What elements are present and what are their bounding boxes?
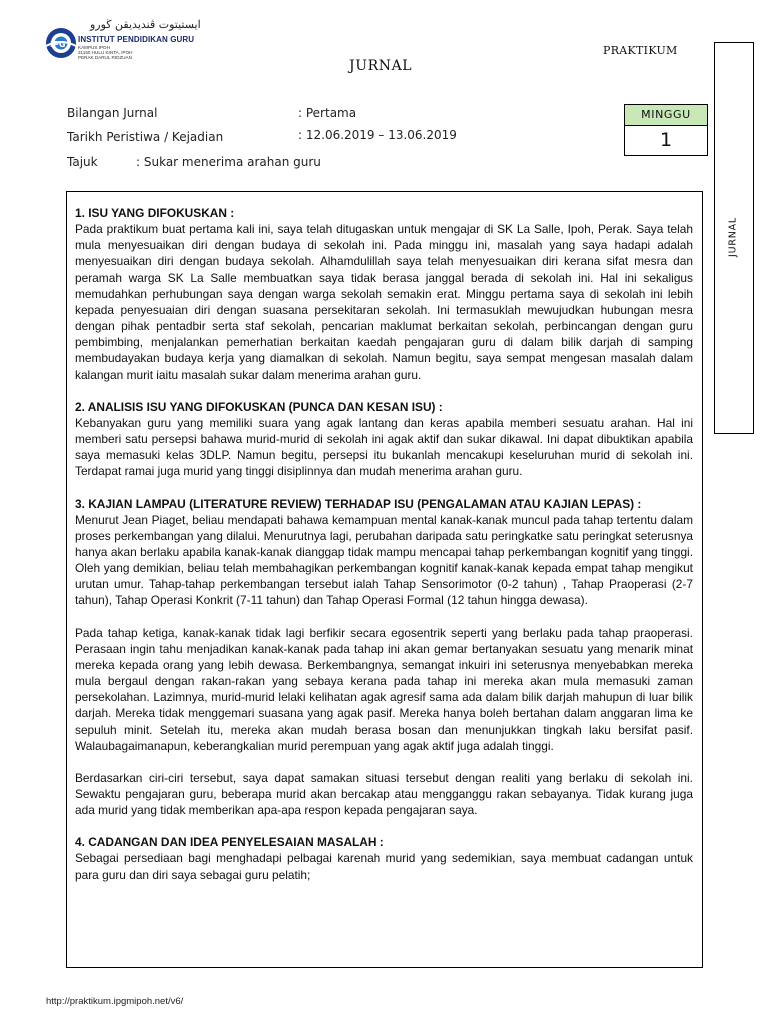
section-paragraph: Pada tahap ketiga, kanak-kanak tidak lagi berfikir secara egosentrik seperti yang berlaku pada tahap praoperasi. Perasaan ingin tahu menjadikan kanak-kanak pada tahap ini akan gemar bertanyakan sesuatu yang menarik minat mereka kepada orang yang lebih dewasa. Berkembangnya, semangat inkuiri ini seterusnya menyebabkan mereka mula bergaul dengan rakan-rakan yang sebaya kerana pada tahap ini mereka akan mula memasuki zaman persekolahan. Lazimnya, murid-murid lelaki kelihatan agak agresif sama ada dalam bilik darjah mahupun di luar bilik darjah. Mereka tidak menggemari suasana yang agak pasif. Mereka hanya boleh bertahan dalam anggaran lima ke sepuluh minit. Setelah itu, mereka akan mudah berasa bosan dan menunjukkan tingkah laku bersifat pasif. Walaubagaimanapun, keberangkalian murid perempuan yang agak aktif juga adalah tinggi. <box>75 625 693 753</box>
address-line: 31150 HULU KINTA, IPOH <box>78 50 133 55</box>
journal-content <box>75 205 693 883</box>
institute-name: INSTITUT PENDIDIKAN GURU <box>78 35 195 44</box>
ipg-emblem-icon <box>44 26 78 60</box>
section-paragraph: Menurut Jean Piaget, beliau mendapati bahawa kemampuan mental kanak-kanak muncul pada tahap tertentu dalam proses perkembangan yang dilalui. Menurutnya lagi, perubahan daripada satu peringkatke satu peringkat seterusnya hanya akan berlaku apabila kanak-kanak dianggap tidak mampu mencapai tahap perkembangan kognitif yang tinggi. Oleh yang demikian, beliau telah membahagikan perkembangan kognitif kanak-kanak kepada empat tahap mengikut urutan umur. Tahap-tahap perkembangan tersebut ialah Tahap Sensorimotor (0-2 tahun) , Tahap Praoperasi (2-7 tahun), Tahap Operasi Konkrit (7-11 tahun) dan Tahap Operasi Formal (12 tahun hingga dewasa). <box>75 512 693 608</box>
bilangan-value: : Pertama <box>298 106 357 120</box>
section-heading: 1. ISU YANG DIFOKUSKAN : <box>75 206 235 220</box>
section-paragraph: Berdasarkan ciri-ciri tersebut, saya dapat samakan situasi tersebut dengan realiti yang berlaku di sekolah ini. Sewaktu pengajaran guru, beberapa murid akan bercakap atau mengganggu rakan sebayanya. Tidak kurang juga ada murid yang tidak memberikan apa-apa respon kepada pengajaran saya. <box>75 770 693 818</box>
tajuk-label: Tajuk <box>67 155 98 169</box>
section-heading: 4. CADANGAN DAN IDEA PENYELESAIAN MASALAH : <box>75 835 384 850</box>
section-heading: 3. KAJIAN LAMPAU (LITERATURE REVIEW) TERHADAP ISU (PENGALAMAN ATAU KAJIAN LEPAS) : <box>75 496 642 511</box>
logo-arabic-text: ايستيتوت ڤنديديقن ڬورو <box>90 18 201 31</box>
tarikh-value: : 12.06.2019 – 13.06.2019 <box>298 128 457 142</box>
institute-address <box>78 45 132 60</box>
tajuk-value: : Sukar menerima arahan guru <box>136 155 321 169</box>
footer-url[interactable]: http://praktikum.ipgmipoh.net/v6/ <box>46 996 184 1007</box>
section-paragraph: Sebagai persediaan bagi menghadapi pelbagai karenah murid yang sedemikian, saya membuat cadangan untuk para guru dan diri saya sebagai guru pelatih; <box>75 851 693 882</box>
section-heading: 2. ANALISIS ISU YANG DIFOKUSKAN (PUNCA DAN KESAN ISU) : <box>75 399 443 414</box>
institute-logo <box>44 18 204 64</box>
section-paragraph: Kebanyakan guru yang memiliki suara yang agak lantang dan keras apabila memberi sesuatu arahan. Hal ini memberi satu persepsi bahawa murid-murid di sekolah ini agak aktif dan sukar dikawal. Ini dapat dibuktikan apabila saya memasuki kelas 3DLP. Namun begitu, persepsi itu bukanlah mencakupi keseluruhan murid di sekolah ini. Terdapat ramai juga murid yang tinggi disiplinnya dan mudah menerima arahan guru. <box>75 415 693 479</box>
praktikum-label: PRAKTIKUM <box>603 44 678 57</box>
page-title: JURNAL <box>349 58 413 74</box>
address-line: KAMPUS IPOH <box>78 45 110 50</box>
svg-text:IPG: IPG <box>50 40 66 49</box>
bilangan-label: Bilangan Jurnal <box>67 106 158 120</box>
minggu-box <box>624 104 708 156</box>
minggu-label: MINGGU <box>625 105 707 126</box>
side-tab-label: JURNAL <box>727 216 739 258</box>
section-paragraph: Pada praktikum buat pertama kali ini, saya telah ditugaskan untuk mengajar di SK La Salle, Ipoh, Perak. Saya telah mula menyesuaikan diri dengan budaya di sekolah ini. Pada minggu ini, masalah yang saya hadapi adalah menyesuaikan diri dengan budaya sekolah. Alhamdulillah saya telah menyesuaikan diri kerana sifat mesra dan peramah warga SK La Salle membuatkan saya tidak berasa janggal berada di sekolah ini. Hal ini sekaligus memudahkan perhubungan saya dengan warga sekolah semakin erat. Minggu pertama saya di sekolah ini lebih kepada penyesuaian diri dengan suasana persekitaran sekolah. Ini termasuklah mewujudkan hubungan mesra dengan pihak pentadbir serta staf sekolah, pencarian maklumat berkaitan sekolah, perbincangan dengan guru pembimbing, menjalankan pemerhatian berkaitan kaedah pengajaran guru di dalam bilik darjah di samping membudayakan budaya kerja yang diamalkan di sekolah. Namun begitu, saya sempat mengesan masalah dalam kalangan murit iaitu masalah sukar dalam menerima arahan guru. <box>75 222 693 382</box>
address-line: PERAK DARUL RIDZUAN <box>78 55 132 60</box>
tarikh-label: Tarikh Peristiwa / Kejadian <box>67 130 224 144</box>
minggu-number: 1 <box>659 129 673 151</box>
